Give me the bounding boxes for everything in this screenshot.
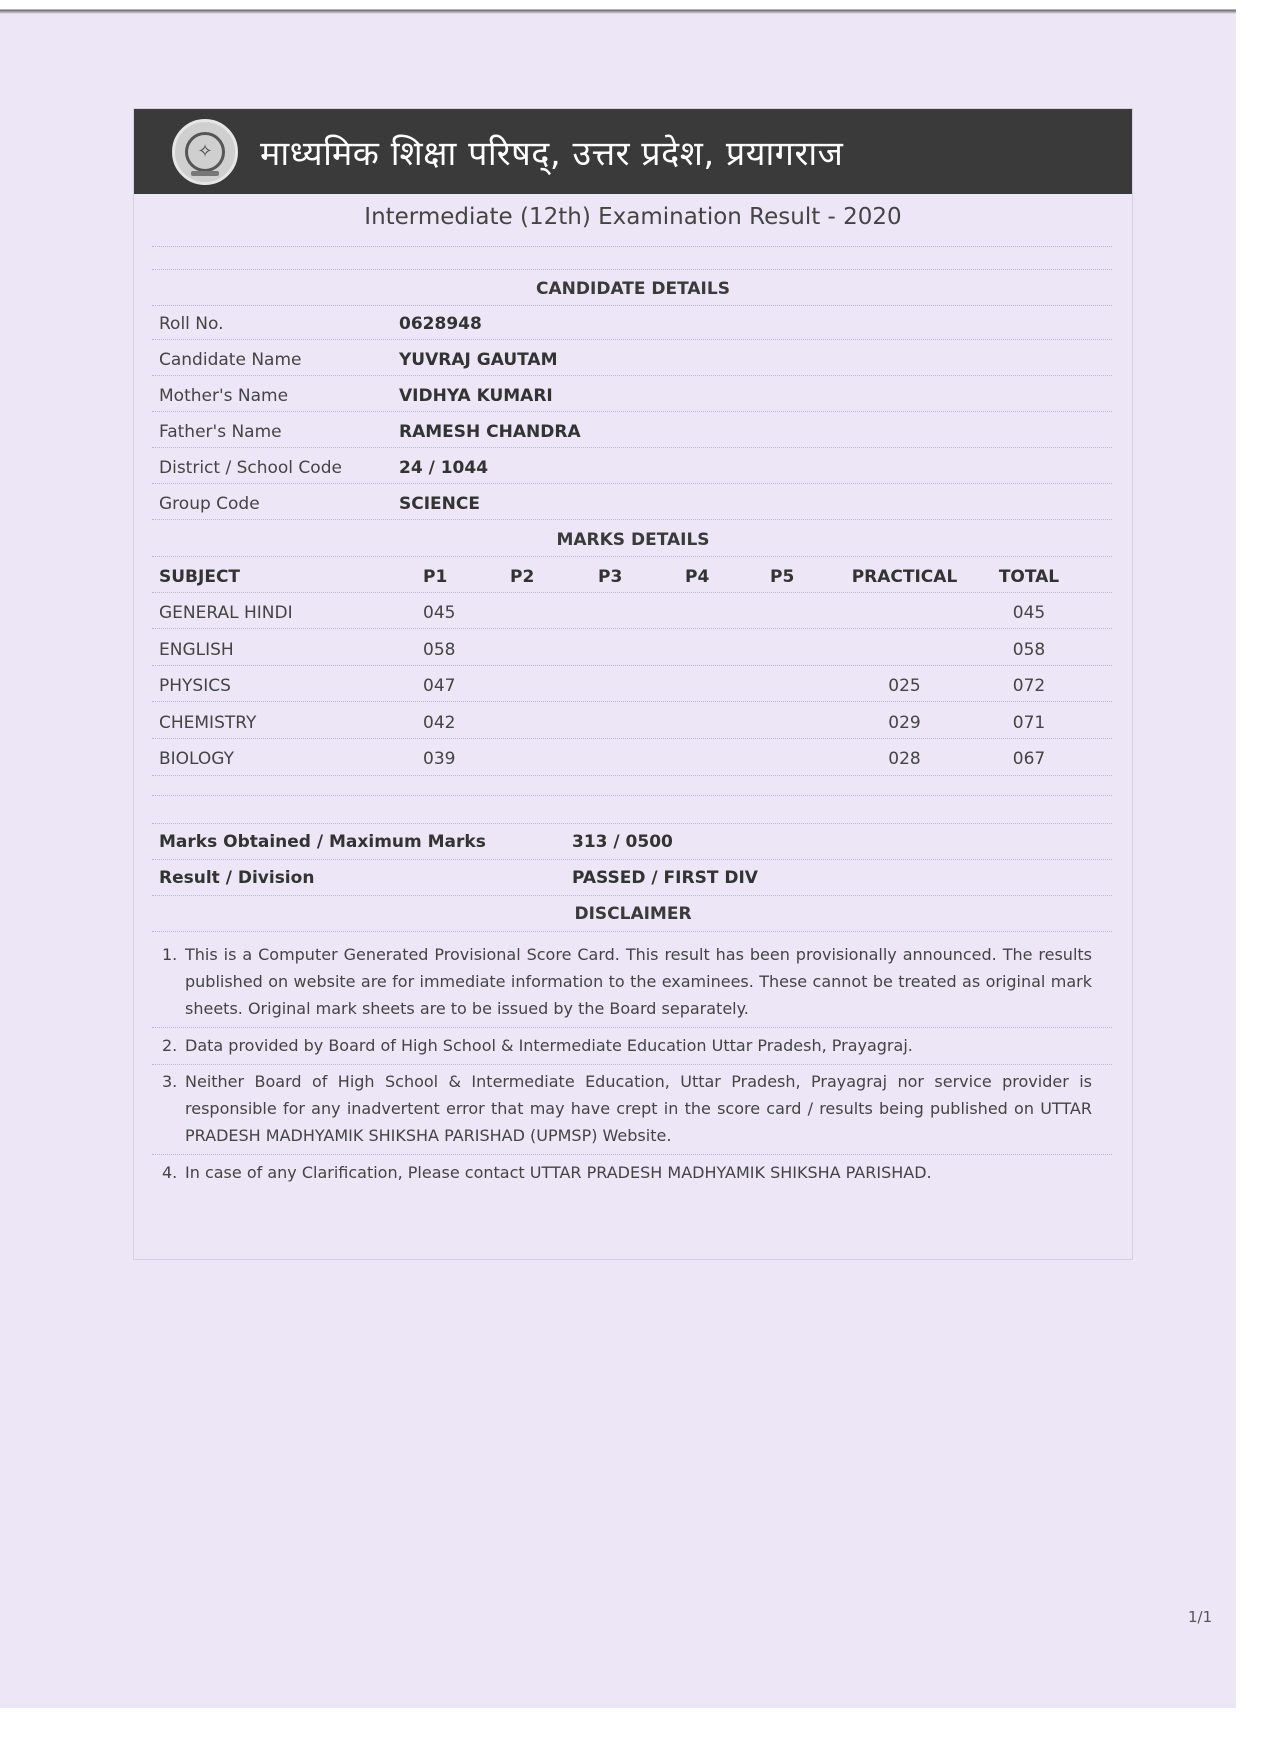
candidate-name-value: YUVRAJ GAUTAM (399, 350, 558, 370)
disclaimer-item: 1. This is a Computer Generated Provisional Score Card. This result has been provisionally announced. The results published on website are for immediate information to the examinees. These cannot be treated as original mark sheets. Original mark sheets are to be issued by the Board separately. (162, 945, 1092, 1018)
p1-cell: 058 (423, 640, 456, 660)
group-code-value: SCIENCE (399, 494, 480, 514)
divider (152, 628, 1112, 629)
divider (152, 775, 1112, 776)
group-code-label: Group Code (159, 494, 260, 514)
practical-cell: 028 (888, 749, 921, 769)
scan-bottom-edge (0, 1708, 1264, 1753)
column-header-p1: P1 (423, 567, 448, 587)
divider (152, 1154, 1112, 1155)
total-cell: 071 (1012, 713, 1046, 733)
father-name-value: RAMESH CHANDRA (399, 422, 581, 442)
result-card (133, 108, 1133, 1260)
result-division-value: PASSED / FIRST DIV (572, 868, 758, 888)
total-cell: 058 (1012, 640, 1046, 660)
subject-cell: ENGLISH (159, 640, 234, 660)
p1-cell: 047 (423, 676, 456, 696)
divider (152, 519, 1112, 520)
district-school-code-value: 24 / 1044 (399, 458, 489, 478)
column-header-p2: P2 (510, 567, 535, 587)
total-cell: 072 (1012, 676, 1046, 696)
divider (152, 339, 1112, 340)
scan-right-edge (1236, 0, 1264, 1753)
divider (152, 483, 1112, 484)
divider (152, 305, 1112, 306)
column-header-p3: P3 (598, 567, 623, 587)
disclaimer-item: 4. In case of any Clarification, Please contact UTTAR PRADESH MADHYAMIK SHIKSHA PARISHAD. (162, 1163, 932, 1182)
result-division-label: Result / Division (159, 868, 315, 888)
divider (152, 269, 1112, 270)
column-header-p4: P4 (685, 567, 710, 587)
divider (152, 665, 1112, 666)
subject-cell: CHEMISTRY (159, 713, 257, 733)
column-header-subject: SUBJECT (159, 567, 241, 587)
divider (152, 1064, 1112, 1065)
divider (152, 795, 1112, 796)
mother-name-label: Mother's Name (159, 386, 289, 406)
p1-cell: 045 (423, 603, 456, 623)
disclaimer-item: 3. Neither Board of High School & Intermediate Education, Uttar Pradesh, Prayagraj nor service provider is responsible for any inadvertent error that may have crept in the score card / results being published on UTTAR PRADESH MADHYAMIK SHIKSHA PARISHAD (UPMSP) Website. (162, 1072, 1092, 1145)
marks-obtained-value: 313 / 0500 (572, 832, 673, 852)
subject-cell: PHYSICS (159, 676, 231, 696)
page-number: 1/1 (1188, 1608, 1213, 1626)
divider (152, 447, 1112, 448)
divider (152, 1027, 1112, 1028)
subject-cell: GENERAL HINDI (159, 603, 293, 623)
practical-cell: 025 (888, 676, 921, 696)
candidate-name-label: Candidate Name (159, 350, 302, 370)
total-cell: 067 (1012, 749, 1046, 769)
divider (152, 592, 1112, 593)
divider (152, 859, 1112, 860)
column-header-total: TOTAL (998, 567, 1060, 587)
board-name: माध्यमिक शिक्षा परिषद्, उत्तर प्रदेश, प्रयागराज (260, 133, 844, 174)
scan-top-edge (0, 0, 1236, 14)
divider (152, 375, 1112, 376)
divider (152, 931, 1112, 932)
divider (152, 411, 1112, 412)
candidate-details-heading: CANDIDATE DETAILS (536, 279, 730, 299)
header-banner (134, 109, 1132, 194)
divider (152, 701, 1112, 702)
upmsp-emblem-icon: ✧ (172, 119, 238, 185)
divider (152, 556, 1112, 557)
roll-no-value: 0628948 (399, 314, 482, 334)
disclaimer-heading: DISCLAIMER (574, 904, 692, 924)
column-header-p5: P5 (770, 567, 795, 587)
exam-title: Intermediate (12th) Examination Result - 2020 (364, 204, 902, 230)
district-school-code-label: District / School Code (159, 458, 342, 478)
disclaimer-item: 2. Data provided by Board of High School & Intermediate Education Uttar Pradesh, Prayagraj. (162, 1036, 913, 1055)
divider (152, 895, 1112, 896)
p1-cell: 039 (423, 749, 456, 769)
mother-name-value: VIDHYA KUMARI (399, 386, 553, 406)
marks-details-heading: MARKS DETAILS (556, 530, 710, 550)
roll-no-label: Roll No. (159, 314, 224, 334)
divider (152, 246, 1112, 247)
practical-cell: 029 (888, 713, 921, 733)
column-header-practical: PRACTICAL (851, 567, 958, 587)
divider (152, 823, 1112, 824)
total-cell: 045 (1012, 603, 1046, 623)
divider (152, 738, 1112, 739)
father-name-label: Father's Name (159, 422, 282, 442)
p1-cell: 042 (423, 713, 456, 733)
subject-cell: BIOLOGY (159, 749, 235, 769)
marks-obtained-label: Marks Obtained / Maximum Marks (159, 832, 486, 852)
